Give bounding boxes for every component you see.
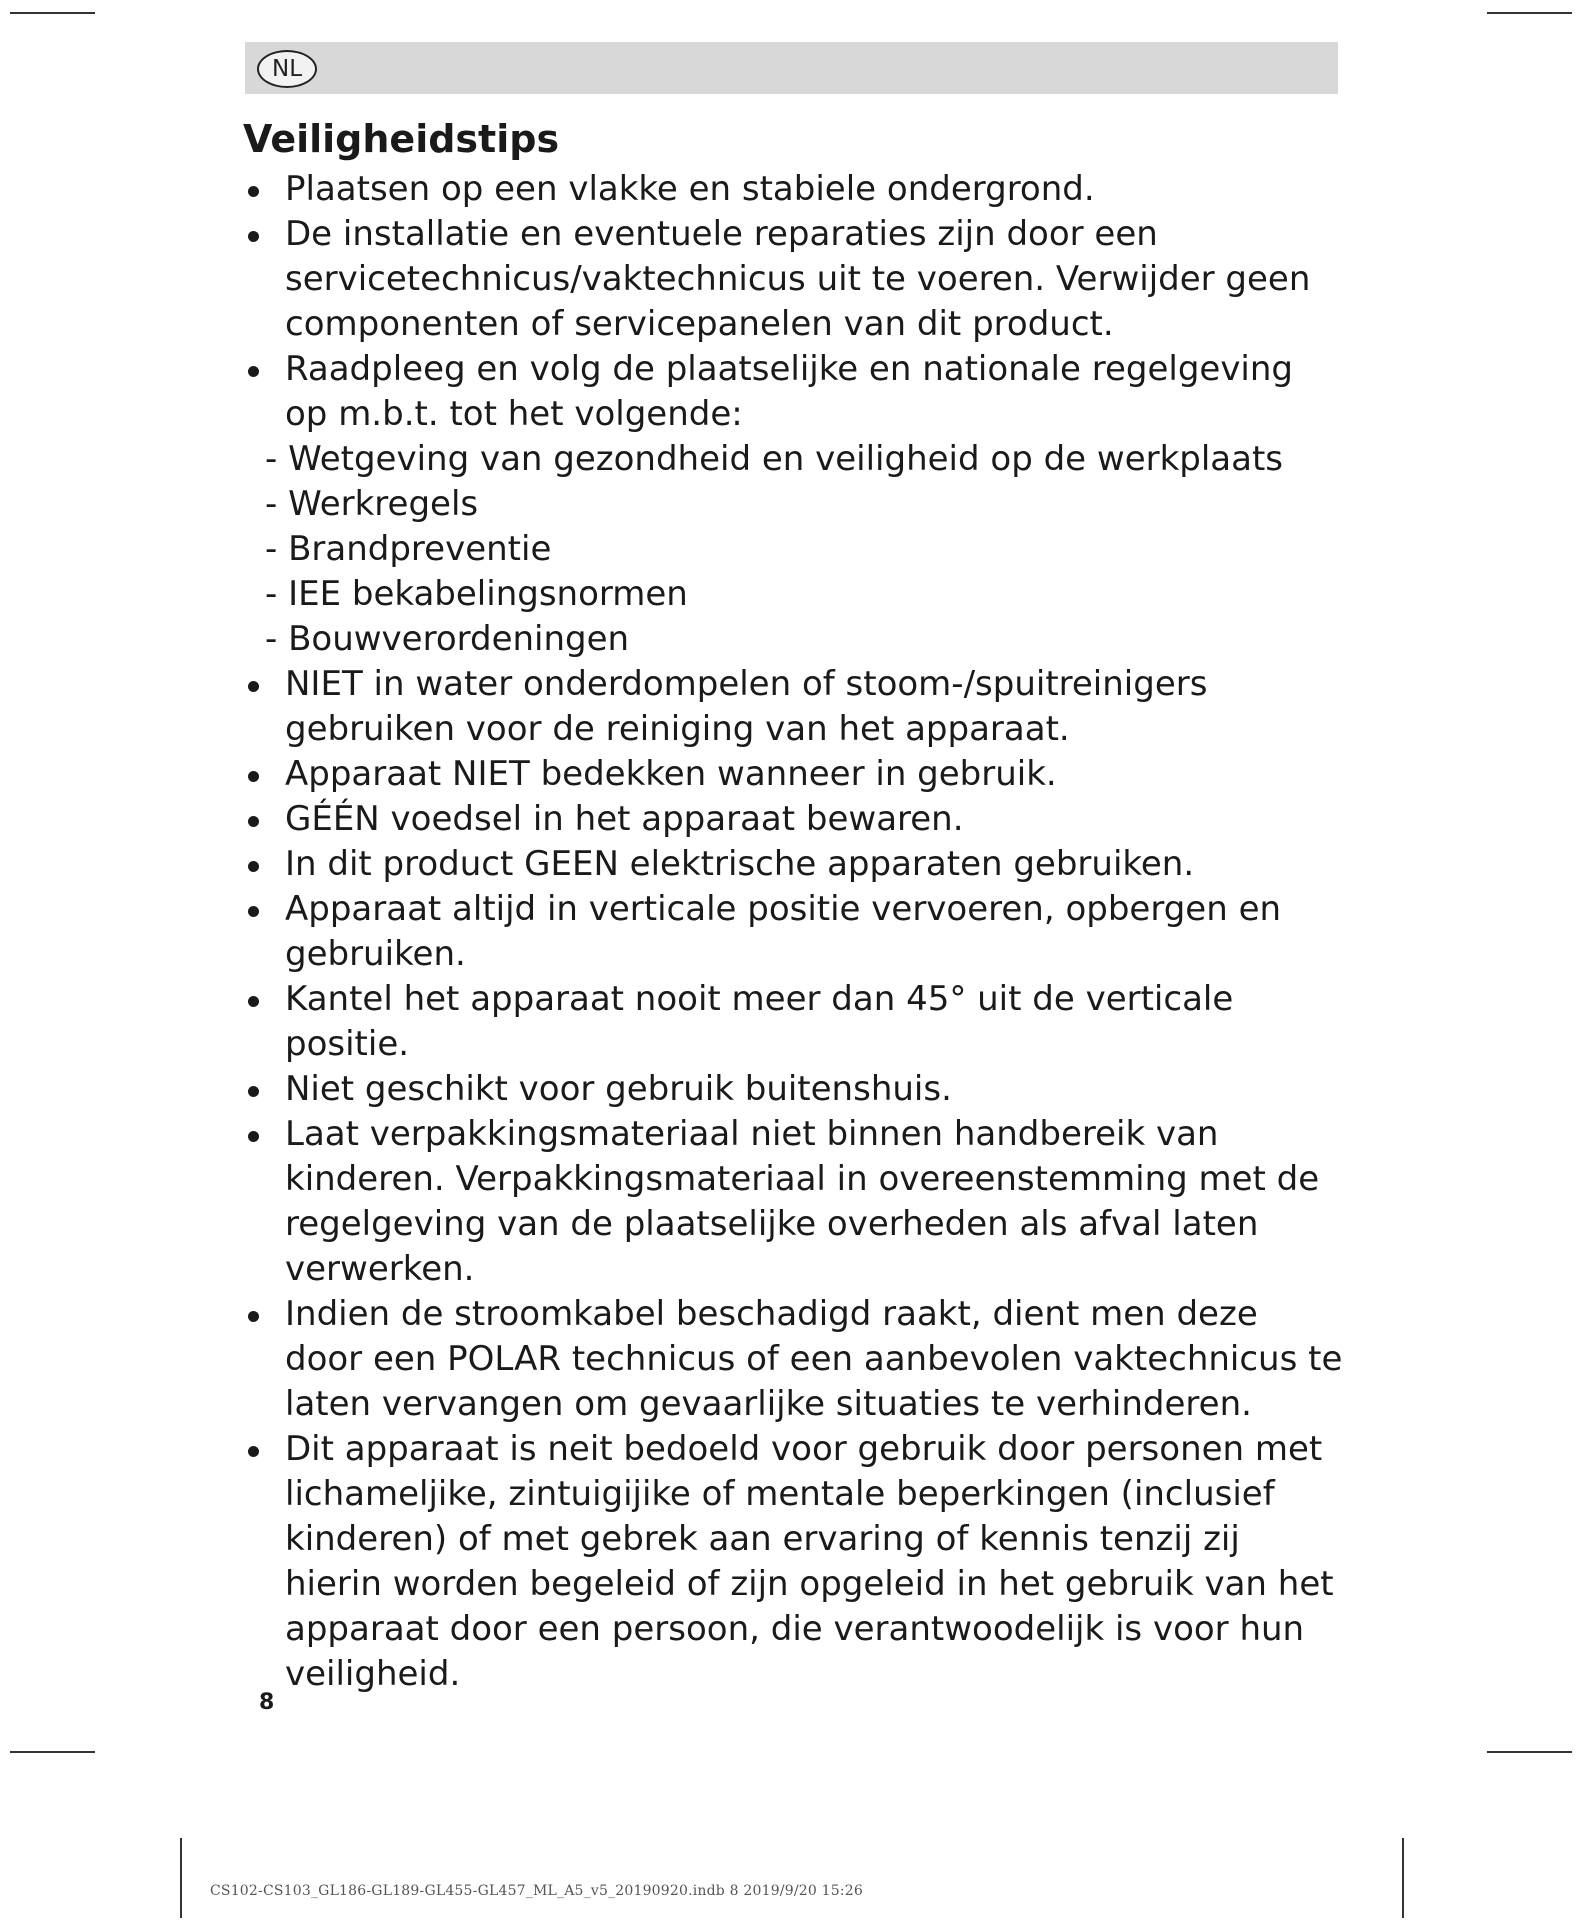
safety-tip-item: Dit apparaat is neit bedoeld voor gebruik door personen met lichameljike, zintuigijike of mentale beperkingen (inclusief kinderen) of met gebrek aan ervaring of kennis tenzij zij hierin worden begeleid of zijn opgeleid in het gebruik van het apparaat door een persoon, die verantwoodelijk is voor hun veiligheid. — [243, 1427, 1343, 1697]
safety-tip-item: Laat verpakkingsmateriaal niet binnen handbereik van kinderen. Verpakkingsmateriaal in overeenstemming met de regelgeving van de plaatselijke overheden als afval laten verwerken. — [243, 1112, 1343, 1292]
regulation-subitem: - IEE bekabelingsnormen — [265, 574, 688, 614]
regulation-subitem: - Bouwverordeningen — [265, 619, 630, 659]
language-header-bar — [245, 42, 1338, 94]
safety-tip-item: Niet geschikt voor gebruik buitenshuis. — [243, 1067, 1343, 1112]
safety-tip-item: Apparaat altijd in verticale positie vervoeren, opbergen en gebruiken. — [243, 887, 1343, 977]
language-badge: NL — [257, 50, 317, 88]
crop-mark-bottom-left — [10, 1751, 95, 1753]
regulation-subitem: - Wetgeving van gezondheid en veiligheid op de werkplaats — [265, 439, 1284, 479]
crop-mark-vertical-left — [180, 1838, 182, 1918]
safety-tip-item: De installatie en eventuele reparaties zijn door een servicetechnicus/vaktechnicus uit te voeren. Verwijder geen componenten of servicepanelen van dit product. — [243, 212, 1343, 347]
safety-tips-list — [243, 167, 1343, 1697]
crop-mark-top-left — [10, 12, 95, 14]
safety-tip-item: Apparaat NIET bedekken wanneer in gebruik. — [243, 752, 1343, 797]
safety-tip-item: NIET in water onderdompelen of stoom-/spuitreinigers gebruiken voor de reiniging van het apparaat. — [243, 662, 1343, 752]
safety-section — [243, 115, 1343, 1697]
page-number: 8 — [259, 1690, 275, 1715]
safety-tip-item: GÉÉN voedsel in het apparaat bewaren. — [243, 797, 1343, 842]
section-title: Veiligheidstips — [243, 117, 560, 161]
regulation-subitem: - Werkregels — [265, 484, 479, 524]
safety-tip-item: In dit product GEEN elektrische apparaten gebruiken. — [243, 842, 1343, 887]
print-file-info: CS102-CS103_GL186-GL189-GL455-GL457_ML_A5_v5_20190920.indb 8 2019/9/20 15:26 — [210, 1883, 863, 1899]
crop-mark-bottom-right — [1487, 1751, 1572, 1753]
safety-tip-item: Plaatsen op een vlakke en stabiele ondergrond. — [243, 167, 1343, 212]
safety-tip-item: Indien de stroomkabel beschadigd raakt, dient men deze door een POLAR technicus of een aanbevolen vaktechnicus te laten vervangen om gevaarlijke situaties te verhinderen. — [243, 1292, 1343, 1427]
crop-mark-top-right — [1487, 12, 1572, 14]
safety-tip-item: Kantel het apparaat nooit meer dan 45° uit de verticale positie. — [243, 977, 1343, 1067]
regulation-subitem: - Brandpreventie — [265, 529, 552, 569]
safety-tip-item: Raadpleeg en volg de plaatselijke en nationale regelgeving op m.b.t. tot het volgende: — [243, 347, 1343, 437]
crop-mark-vertical-right — [1402, 1838, 1404, 1918]
